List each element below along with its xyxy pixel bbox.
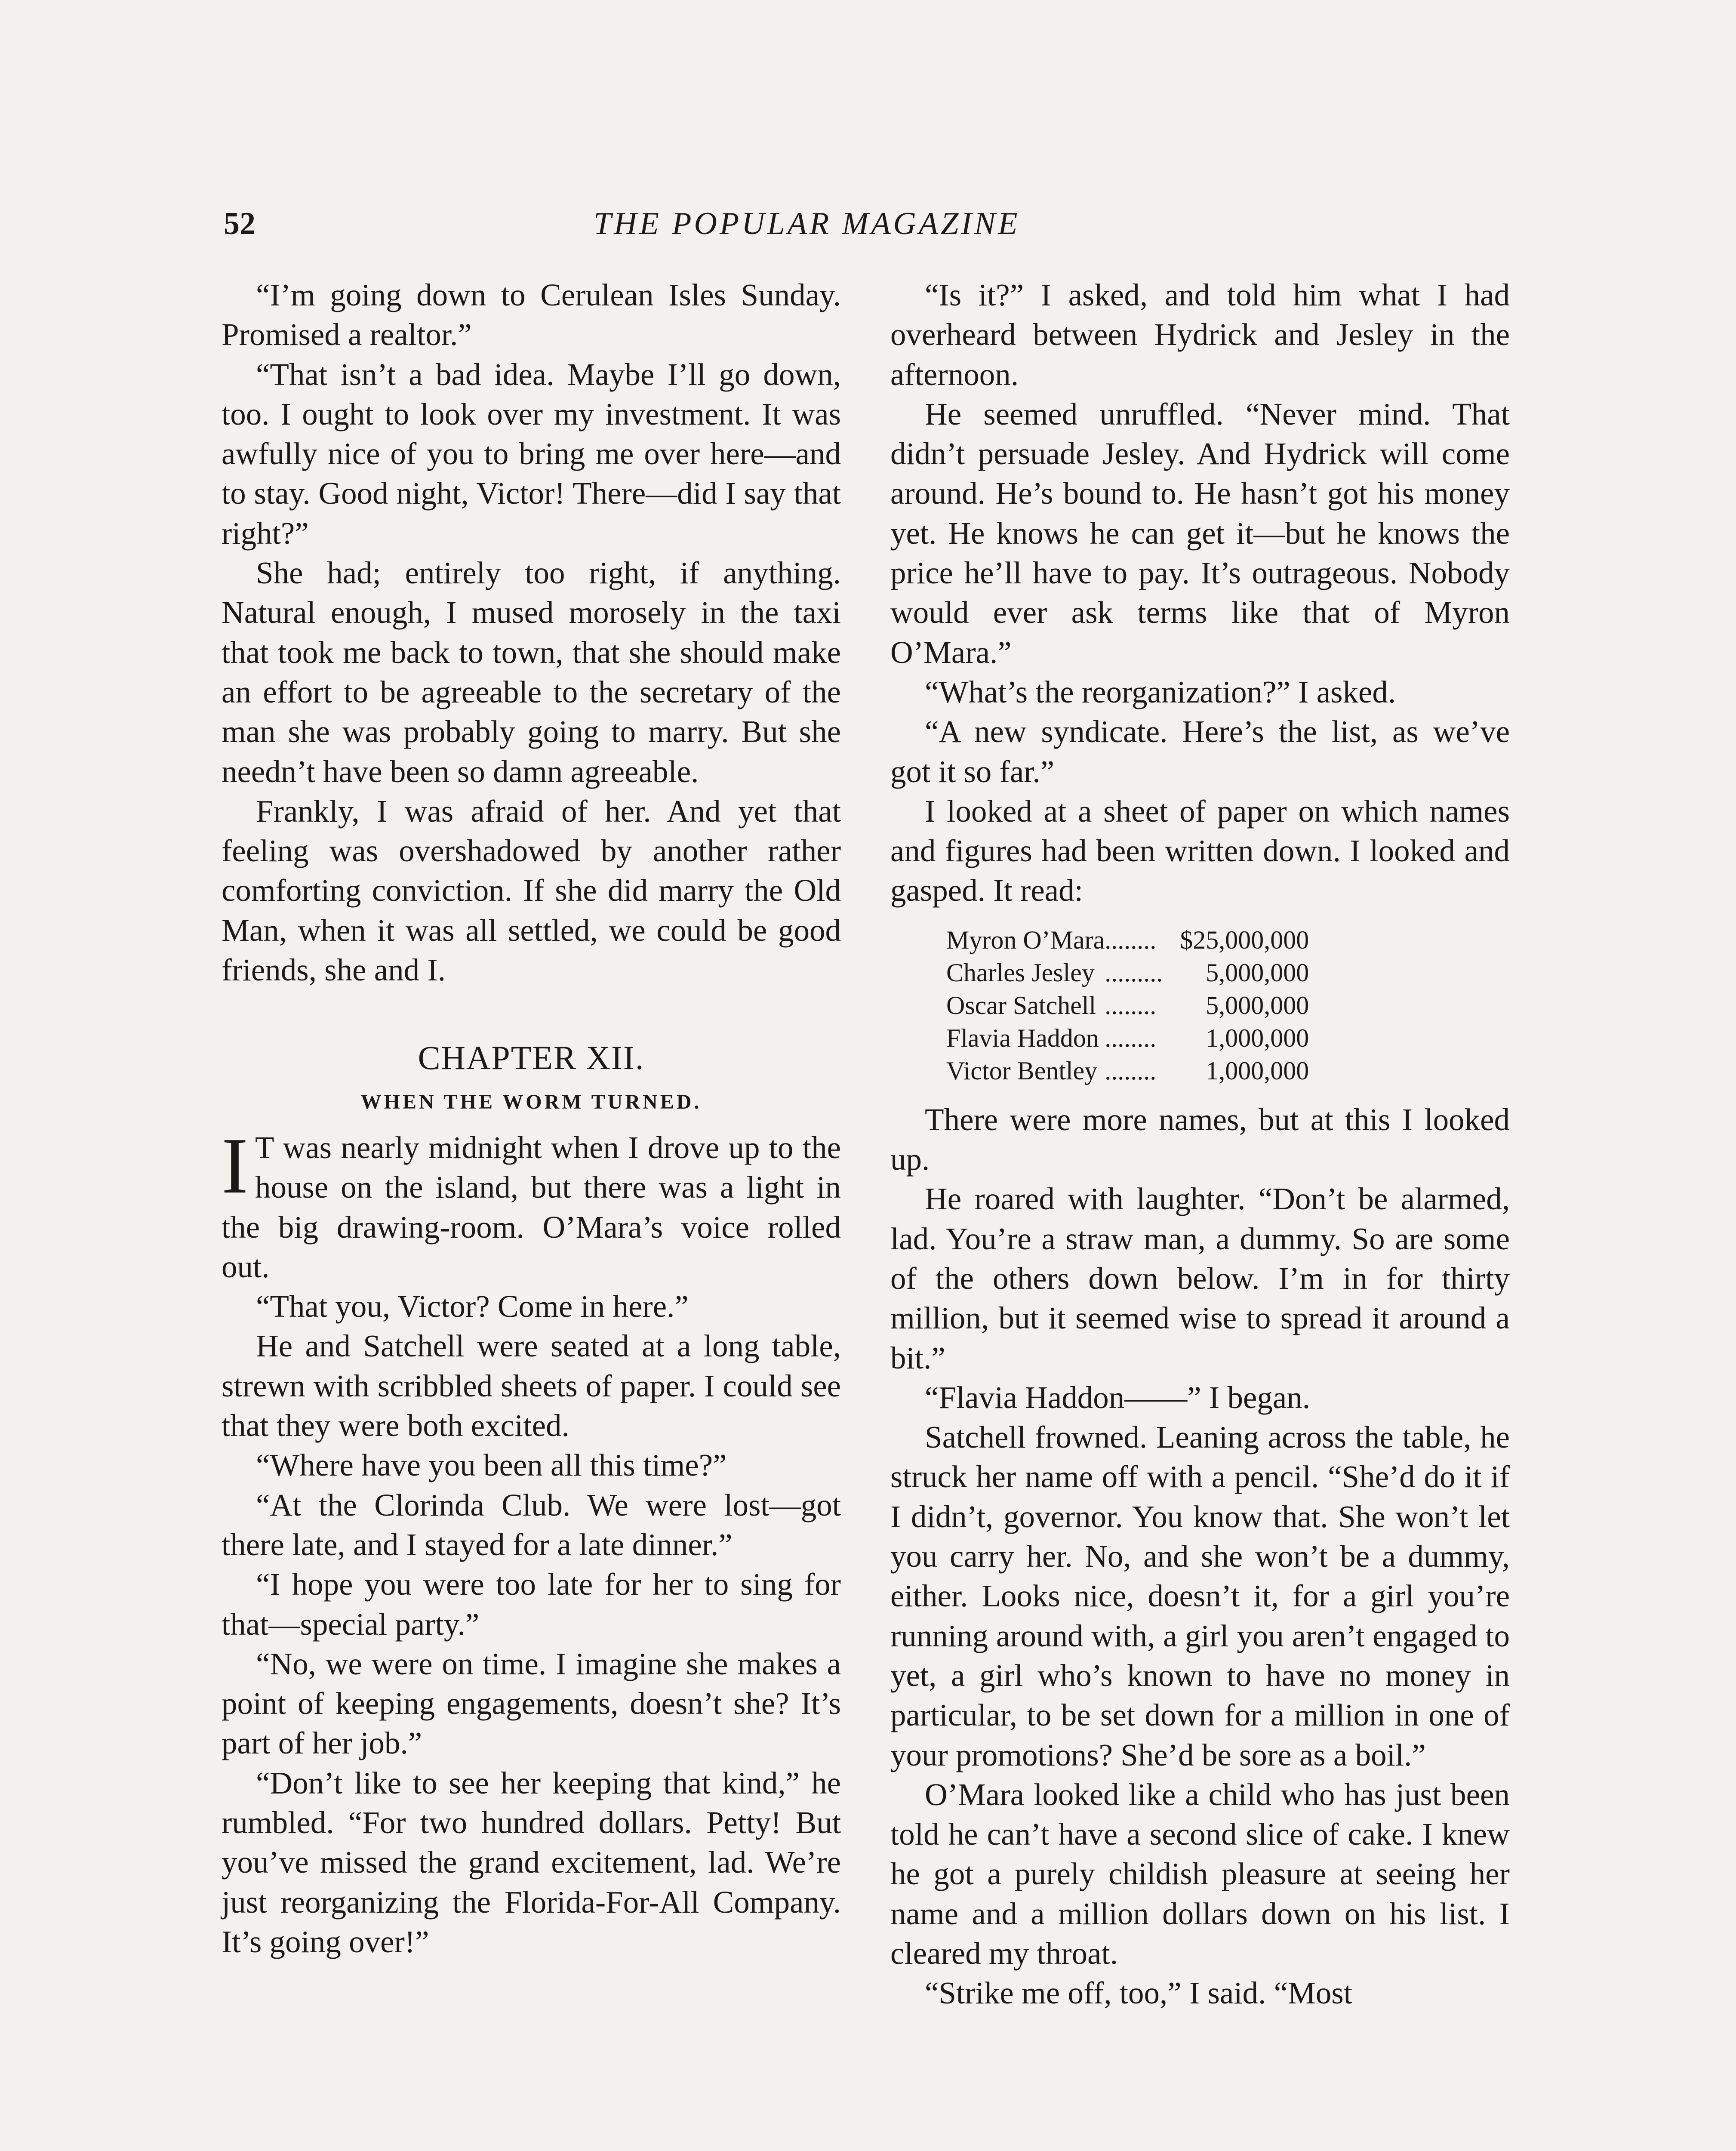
member-name: Flavia Haddon	[946, 1023, 1099, 1052]
left-column	[222, 275, 841, 1962]
paragraph: He seemed unruffled. “Never mind. That didn’t persuade Jesley. And Hydrick will come around. He’s bound to. He hasn’t got his money yet. He knows he can get it—but he knows the price he’ll have to pay. It’s outrageous. Nobody would ever ask terms like that of Myron O’Mara.”	[890, 396, 1510, 670]
paragraph: “Where have you been all this time?”	[256, 1448, 727, 1483]
paragraph: “No, we were on time. I imagine she makes a point of keeping engagements, doesn’t she? It’s part of her job.”	[222, 1646, 841, 1761]
paragraph: “That you, Victor? Come in here.”	[256, 1289, 689, 1324]
paragraph: “I hope you were too late for her to sing for that—special party.”	[222, 1567, 841, 1642]
paragraph: “At the Clorinda Club. We were lost—got there late, and I stayed for a late dinner.”	[222, 1487, 841, 1562]
chapter-opening-paragraph	[222, 1121, 841, 1287]
leader-dots: ........	[1105, 925, 1157, 954]
leader-dots: ........	[1105, 991, 1157, 1020]
syndicate-row	[946, 989, 1309, 1022]
paragraph: “I’m going down to Cerulean Isles Sunday. Promised a realtor.”	[222, 277, 841, 352]
syndicate-row	[946, 1054, 1309, 1087]
paragraph: “That isn’t a bad idea. Maybe I’ll go down, too. I ought to look over my investment. It was awfully nice of you to bring me over here—and to stay. Good night, Victor! There—did I say that right?”	[222, 357, 841, 551]
paragraph: He and Satchell were seated at a long table, strewn with scribbled sheets of paper. I could see that they were both excited.	[222, 1328, 841, 1443]
syndicate-row	[946, 924, 1309, 956]
drop-cap: I	[222, 1121, 248, 1210]
member-name: Charles Jesley	[946, 958, 1095, 987]
leader-dots: ........	[1105, 1056, 1157, 1085]
right-column	[890, 275, 1510, 2013]
paragraph: Frankly, I was afraid of her. And yet that feeling was overshadowed by another rather comforting conviction. If she did marry the Old Man, when it was all settled, we could be good friends, she and I.	[222, 793, 841, 988]
paragraph: “A new syndicate. Here’s the list, as we’ve got it so far.”	[890, 714, 1510, 789]
member-amount: 1,000,000	[1206, 1023, 1309, 1052]
syndicate-row	[946, 956, 1309, 989]
chapter-title: CHAPTER XII.	[418, 1039, 645, 1077]
member-name: Myron O’Mara	[946, 925, 1105, 954]
member-name: Oscar Satchell	[946, 991, 1096, 1020]
paragraph: “Is it?” I asked, and told him what I had overheard between Hydrick and Jesley in the afternoon.	[890, 277, 1510, 392]
paragraph: She had; entirely too right, if anything. Natural enough, I mused morosely in the taxi that took me back to town, that she should make an effort to be agreeable to the secretary of the man she was probably going to marry. But she needn’t have been so damn agreeable.	[222, 555, 841, 789]
paragraph: Satchell frowned. Leaning across the table, he struck her name off with a pencil. “She’d do it if I didn’t, governor. You know that. She won’t let you carry her. No, and she won’t be a dummy, either. Looks nice, doesn’t it, for a girl you’re running around with, a girl you aren’t engaged to yet, a girl who’s known to have no money in particular, to be set down for a million in one of your promotions? She’d be sore as a boil.”	[890, 1420, 1510, 1772]
paragraph: “What’s the reorganization?” I asked.	[925, 674, 1396, 709]
paragraph: He roared with laughter. “Don’t be alarmed, lad. You’re a straw man, a dummy. So are some of the others down below. I’m in for thirty million, but it seemed wise to spread it around a bit.”	[890, 1181, 1510, 1375]
leader-dots: .........	[1105, 958, 1163, 987]
paragraph: O’Mara looked like a child who has just been told he can’t have a second slice of cake. I knew he got a purely childish pleasure at seeing her name and a million dollars down on his list. I cleared my throat.	[890, 1777, 1510, 1971]
syndicate-list	[946, 924, 1309, 1087]
leader-dots: ........	[1105, 1023, 1157, 1052]
opening-text: T was nearly midnight when I drove up to the house on the island, but there was a light in the big drawing-room. O’Mara’s voice rolled out.	[222, 1130, 841, 1284]
member-name: Victor Bentley	[946, 1056, 1098, 1085]
member-amount: $25,000,000	[1180, 925, 1309, 954]
member-amount: 1,000,000	[1206, 1056, 1309, 1085]
member-amount: 5,000,000	[1206, 991, 1309, 1020]
paragraph: “Flavia Haddon——” I began.	[925, 1380, 1310, 1415]
paragraph: There were more names, but at this I looked up.	[890, 1102, 1510, 1177]
syndicate-row	[946, 1022, 1309, 1054]
running-head: THE POPULAR MAGAZINE	[594, 206, 1020, 241]
paragraph: I looked at a sheet of paper on which names and figures had been written down. I looked and gasped. It read:	[890, 793, 1510, 908]
paragraph: “Don’t like to see her keeping that kind,” he rumbled. “For two hundred dollars. Petty! But you’ve missed the grand excitement, lad. We’re just reorganizing the Florida-For-All Company. It’s going over!”	[222, 1765, 841, 1959]
chapter-subtitle: WHEN THE WORM TURNED.	[360, 1090, 702, 1113]
member-amount: 5,000,000	[1206, 958, 1309, 987]
page-number: 52	[224, 206, 255, 241]
paragraph: “Strike me off, too,” I said. “Most	[925, 1975, 1353, 2011]
